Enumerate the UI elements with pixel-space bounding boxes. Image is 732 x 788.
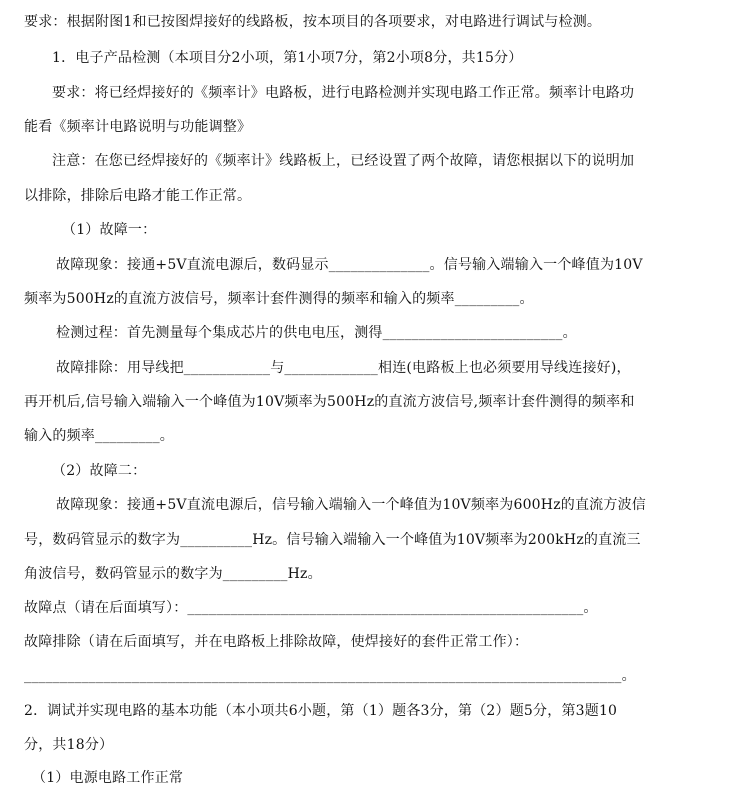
subsection-heading: （1）电源电路工作正常: [32, 770, 184, 786]
fault-2-heading: （2）故障二：: [52, 463, 147, 479]
paragraph-line: 频率为500Hz的直流方波信号，频率计套件测得的频率和输入的频率_________。: [24, 291, 534, 307]
paragraph-line: 故障排除（请在后面填写，并在电路板上排除故障，使焊接好的套件正常工作）：: [24, 634, 529, 650]
paragraph-line: 输入的频率_________。: [24, 428, 174, 444]
answer-blank-line: ___________________________________________________________________________________。: [24, 668, 636, 684]
paragraph-line: 再开机后,信号输入端输入一个峰值为10V频率为500Hz的直流方波信号,频率计套件测得的频率和: [24, 394, 635, 410]
requirement-intro: 要求：根据附图1和已按图焊接好的线路板，按本项目的各项要求，对电路进行调试与检测。: [24, 14, 602, 30]
paragraph-line: 检测过程：首先测量每个集成芯片的供电电压，测得_________________________。: [56, 325, 577, 341]
paragraph-line: 故障现象：接通+5V直流电源后，信号输入端输入一个峰值为10V频率为600Hz的直流方波信: [56, 497, 646, 513]
paragraph-line: 号，数码管显示的数字为__________Hz。信号输入端输入一个峰值为10V频率为200kHz的直流三: [24, 532, 641, 548]
section-2-heading: 2．调试并实现电路的基本功能（本小项共6小题，第（1）题各3分，第（2）题5分，第3题10: [24, 703, 618, 719]
paragraph-line: 故障点（请在后面填写）：_______________________________________________________。: [24, 600, 598, 616]
paragraph-line: 角波信号，数码管显示的数字为_________Hz。: [24, 566, 322, 582]
section-1-heading: 1．电子产品检测（本项目分2小项，第1小项7分，第2小项8分，共15分）: [52, 50, 523, 66]
paragraph-line: 注意：在您已经焊接好的《频率计》线路板上，已经设置了两个故障，请您根据以下的说明加: [52, 153, 635, 169]
paragraph-line: 分，共18分）: [24, 737, 114, 753]
fault-1-heading: （1）故障一：: [62, 222, 157, 238]
paragraph-line: 要求：将已经焊接好的《频率计》电路板，进行电路检测并实现电路工作正常。频率计电路功: [52, 85, 635, 101]
paragraph-line: 故障现象：接通+5V直流电源后，数码显示______________。信号输入端输入一个峰值为10V: [56, 257, 643, 273]
paragraph-line: 以排除，排除后电路才能工作正常。: [24, 188, 252, 204]
paragraph-line: 能看《频率计电路说明与功能调整》: [24, 119, 252, 135]
paragraph-line: 故障排除：用导线把____________与_____________相连(电路板上也必须要用导线连接好)，: [56, 360, 631, 376]
